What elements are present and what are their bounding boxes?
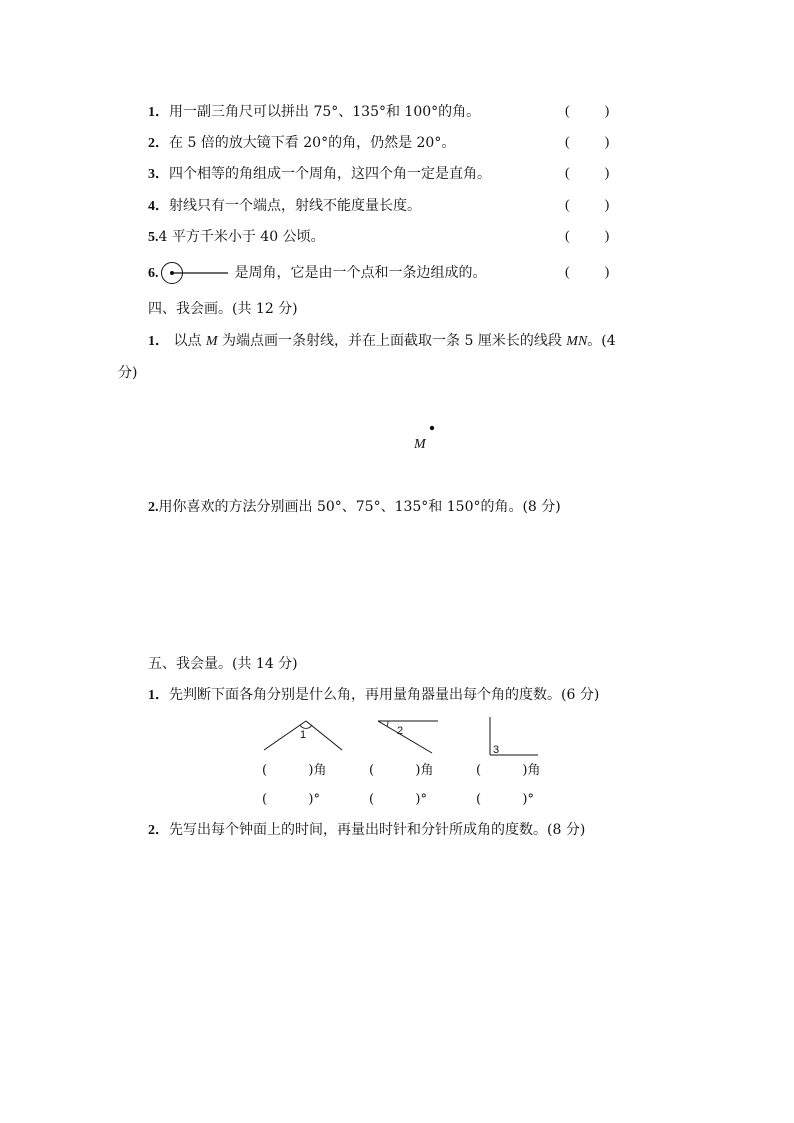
item-number: 1． [148,105,169,120]
item-text: 用一副三角尺可以拼出 75°、135°和 100°的角。 [169,104,481,120]
angle-3-type-blank[interactable]: ( )角 [476,763,541,778]
angle-3-degree-blank[interactable]: ( )° [476,792,534,807]
question-text: 为端点画一条射线，并在上面截取一条 5 厘米长的线段 [217,333,567,349]
angle-1-label: 1 [300,729,307,741]
question-text: 用你喜欢的方法分别画出 50°、75°、135°和 150°的角。(8 分) [158,499,561,515]
answer-blank-1[interactable]: ( ) [565,104,610,119]
question-text: 。(4 [587,333,616,349]
answer-blank-2[interactable]: ( ) [565,135,610,150]
section-5-title: 五、我会量。(共 14 分) [148,656,298,672]
answer-blank-3[interactable]: ( ) [565,166,610,181]
item-number: 2． [148,136,169,151]
angle-3-label: 3 [493,744,500,756]
item-number: 5. [148,230,159,245]
angle-1-figure [262,717,352,757]
judgement-item-5 [148,228,325,247]
question-text: 以点 [173,333,206,349]
angle-2-figure [376,717,446,757]
section-4-question-1 [148,332,616,351]
item-text: 射线只有一个端点，射线不能度量长度。 [169,198,421,214]
angle-1-degree-blank[interactable]: ( )° [262,792,320,807]
section-5-question-1 [148,686,599,705]
section-5-question-2 [148,821,585,840]
angle-2-degree-blank[interactable]: ( )° [369,792,427,807]
section-4-title: 四、我会画。(共 12 分) [148,301,298,317]
point-m-ref: M [205,334,218,349]
item-number: 6. [148,266,159,281]
answer-blank-4[interactable]: ( ) [565,198,610,213]
point-m-dot [429,425,435,431]
angle-1-type-blank[interactable]: ( )角 [262,763,327,778]
question-number: 2． [148,823,169,838]
item-text: 4 平方千米小于 40 公顷。 [158,229,325,245]
question-text: 先写出每个钟面上的时间，再量出时针和分针所成角的度数。(8 分) [169,822,586,838]
angle-3-figure [486,715,546,760]
angle-2-type-blank[interactable]: ( )角 [369,763,434,778]
question-number: 2. [148,500,159,515]
item-text: 在 5 倍的放大镜下看 20°的角，仍然是 20°。 [169,135,456,151]
item-number: 4． [148,199,169,214]
full-angle-figure [158,259,228,289]
answer-blank-6[interactable]: ( ) [565,265,610,280]
point-m-label: M [414,437,426,452]
question-text: 先判断下面各角分别是什么角，再用量角器量出每个角的度数。(6 分) [169,687,600,703]
section-4-question-1-cont: 分) [118,365,138,381]
segment-mn-ref: MN [566,334,588,349]
section-4-question-2 [148,498,561,517]
question-number: 1． [148,688,169,703]
judgement-item-3 [148,165,491,184]
answer-blank-5[interactable]: ( ) [565,229,610,244]
judgement-item-1 [148,103,480,122]
angle-2-label: 2 [397,725,404,737]
question-number: 1． [148,334,169,349]
judgement-item-2 [148,134,455,153]
item-text: 是周角，它是由一个点和一条边组成的。 [234,265,487,281]
item-number: 3． [148,167,169,182]
judgement-item-4 [148,197,421,216]
item-text: 四个相等的角组成一个周角，这四个角一定是直角。 [169,166,491,182]
